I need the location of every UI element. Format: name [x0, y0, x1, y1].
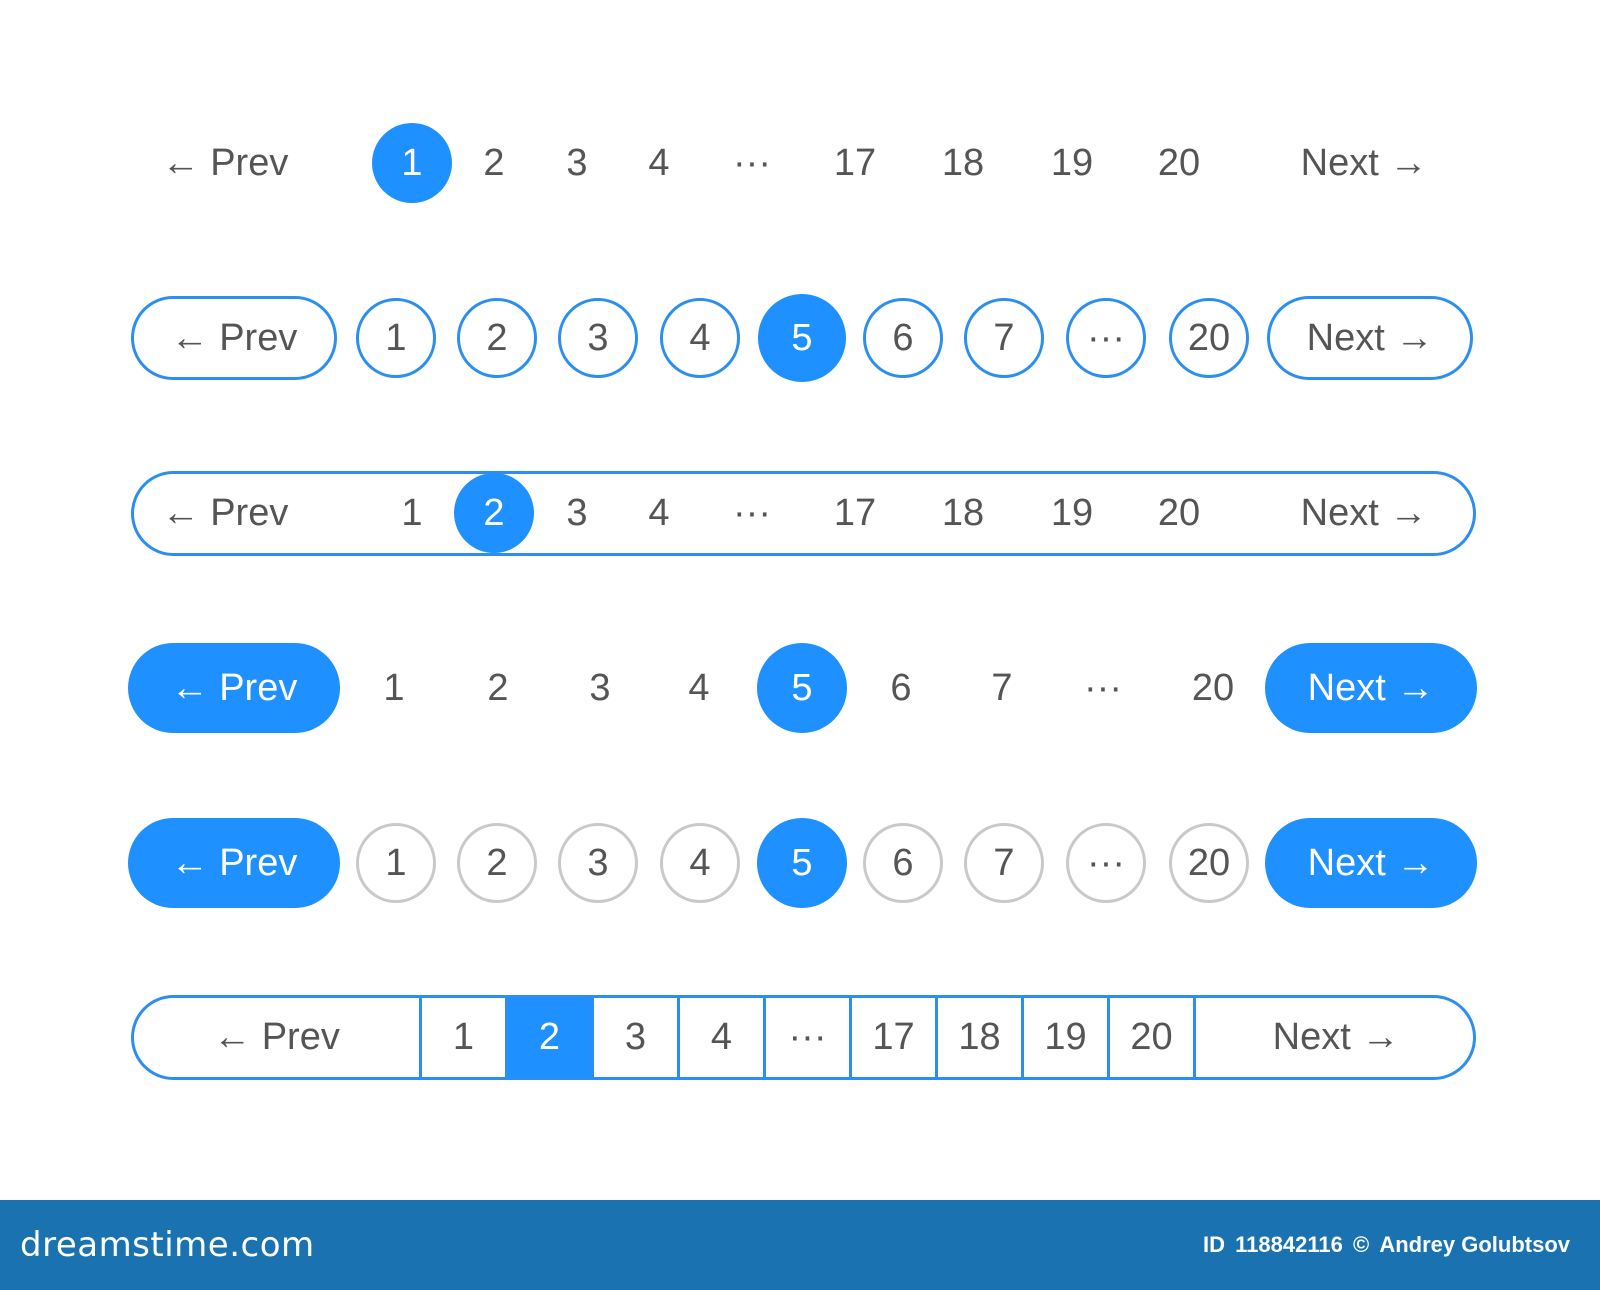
page-button[interactable]: 1: [383, 667, 405, 709]
page-button[interactable]: 1: [419, 998, 505, 1077]
page-button-active[interactable]: 2: [454, 473, 534, 553]
prev-button[interactable]: ← Prev: [161, 142, 289, 184]
page-button[interactable]: 1: [356, 823, 436, 903]
prev-button[interactable]: ← Prev: [161, 492, 289, 534]
page-button[interactable]: 3: [589, 667, 611, 709]
page-button[interactable]: 4: [660, 298, 740, 378]
page-button[interactable]: 3: [566, 142, 588, 184]
page-button[interactable]: 6: [890, 667, 912, 709]
id-value: 118842116: [1235, 1232, 1343, 1257]
pagination-row-3-track: [131, 471, 1476, 556]
brand-logo: dreamstime.com: [20, 1225, 315, 1265]
page-button[interactable]: 7: [964, 823, 1044, 903]
prev-button[interactable]: ← Prev: [128, 643, 340, 733]
page-button-active[interactable]: 5: [757, 643, 847, 733]
page-button[interactable]: 7: [991, 667, 1013, 709]
next-button[interactable]: Next →: [1300, 142, 1428, 184]
ellipsis: ···: [763, 998, 849, 1077]
page-button[interactable]: 17: [833, 142, 877, 184]
page-button[interactable]: 3: [566, 492, 588, 534]
page-button[interactable]: 2: [487, 667, 509, 709]
page-button[interactable]: 4: [648, 142, 670, 184]
page-button[interactable]: 18: [941, 142, 985, 184]
page-button[interactable]: 19: [1050, 142, 1094, 184]
prev-button[interactable]: ← Prev: [128, 818, 340, 908]
ellipsis: ···: [733, 142, 771, 184]
page-button[interactable]: 1: [401, 492, 423, 534]
page-button-active[interactable]: 1: [372, 123, 452, 203]
page-button[interactable]: 6: [863, 298, 943, 378]
page-button[interactable]: 19: [1050, 492, 1094, 534]
page-button-active[interactable]: 5: [758, 294, 846, 382]
next-button[interactable]: Next →: [1265, 818, 1477, 908]
id-label: ID: [1203, 1232, 1226, 1257]
ellipsis: ···: [733, 492, 771, 534]
next-button[interactable]: Next →: [1300, 492, 1428, 534]
copyright-symbol: ©: [1352, 1232, 1370, 1257]
page-button[interactable]: 4: [688, 667, 710, 709]
page-button[interactable]: 20: [1169, 823, 1249, 903]
page-button[interactable]: 4: [648, 492, 670, 534]
page-button[interactable]: 4: [677, 998, 763, 1077]
page-button[interactable]: 20: [1157, 142, 1201, 184]
page-button[interactable]: 17: [833, 492, 877, 534]
page-button[interactable]: 2: [457, 298, 537, 378]
watermark-footer: [0, 1200, 1600, 1290]
page-button[interactable]: 3: [558, 823, 638, 903]
ellipsis: ···: [1066, 823, 1146, 903]
next-button[interactable]: Next →: [1265, 643, 1477, 733]
next-button[interactable]: Next →: [1193, 998, 1476, 1077]
image-credit: [1199, 1232, 1570, 1258]
page-button[interactable]: 6: [863, 823, 943, 903]
next-button[interactable]: Next →: [1267, 296, 1473, 380]
page-button-active[interactable]: 5: [757, 818, 847, 908]
page-button[interactable]: 7: [964, 298, 1044, 378]
page-button[interactable]: 20: [1169, 298, 1249, 378]
page-button[interactable]: 19: [1021, 998, 1107, 1077]
ellipsis: ···: [1084, 667, 1122, 709]
page-button[interactable]: 17: [849, 998, 935, 1077]
page-button[interactable]: 20: [1107, 998, 1193, 1077]
author-name: Andrey Golubtsov: [1379, 1232, 1570, 1257]
page-button[interactable]: 2: [483, 142, 505, 184]
page-button[interactable]: 20: [1157, 492, 1201, 534]
page-button-active[interactable]: 2: [505, 998, 591, 1077]
page-button[interactable]: 3: [558, 298, 638, 378]
prev-button[interactable]: ← Prev: [213, 1016, 340, 1058]
page-button[interactable]: 18: [941, 492, 985, 534]
page-button[interactable]: 2: [457, 823, 537, 903]
ellipsis: ···: [1066, 298, 1146, 378]
page-button[interactable]: 1: [356, 298, 436, 378]
prev-button[interactable]: ← Prev: [131, 296, 337, 380]
page-button[interactable]: 3: [591, 998, 677, 1077]
page-button[interactable]: 20: [1191, 667, 1235, 709]
page-button[interactable]: 4: [660, 823, 740, 903]
pagination-row-6: [131, 995, 1476, 1080]
page-button[interactable]: 18: [935, 998, 1021, 1077]
